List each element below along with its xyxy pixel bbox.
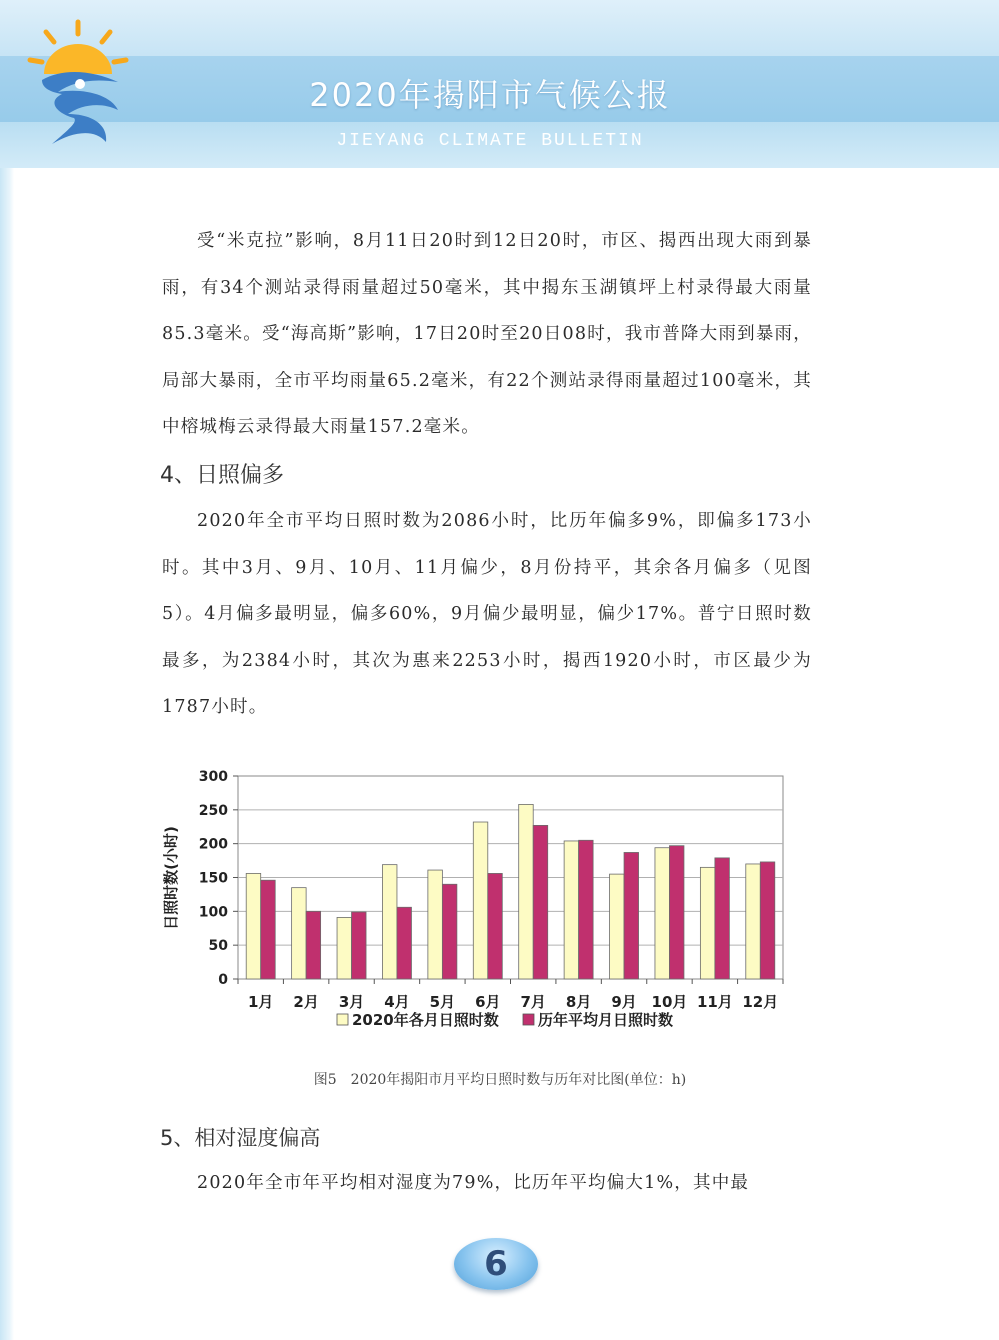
x-tick-label: 6月	[475, 993, 501, 1011]
x-tick-label: 8月	[565, 993, 592, 1011]
x-tick-label: 2月	[293, 993, 319, 1011]
legend-label: 历年平均月日照时数	[538, 1011, 674, 1029]
x-tick-label: 9月	[611, 993, 637, 1011]
y-tick-label: 250	[198, 802, 228, 819]
y-tick-label: 150	[198, 870, 228, 887]
bar-series-2020	[564, 841, 579, 979]
paragraph-humidity: 2020年全市年平均相对湿度为79%，比历年平均偏大1%，其中最	[197, 1173, 750, 1193]
x-tick-label: 1月	[247, 993, 274, 1011]
y-tick-label: 300	[198, 769, 228, 785]
legend-label: 2020年各月日照时数	[352, 1011, 499, 1029]
bar-series-average	[579, 840, 594, 979]
x-tick-label: 7月	[520, 993, 546, 1011]
bar-series-average	[352, 912, 367, 979]
bar-series-2020	[337, 917, 352, 979]
bar-series-average	[488, 873, 503, 979]
x-tick-label: 11月	[696, 993, 733, 1011]
sunshine-bar-chart	[150, 758, 800, 1058]
bar-series-2020	[655, 848, 670, 979]
bar-series-2020	[382, 865, 397, 979]
sun-swirl-logo-icon	[22, 18, 134, 153]
paragraph-typhoon-rain: 受“米克拉”影响，8月11日20时到12日20时，市区、揭西出现大雨到暴雨，有34个测站录得雨量超过50毫米，其中揭东玉湖镇坪上村录得最大雨量85.3毫米。受“海高斯”影响，17日20时至20日08时，我市普降大雨到暴雨，局部大暴雨，全市平均雨量65.2毫米，有22个测站录得雨量超过100毫米，其中榕城梅云录得最大雨量157.2毫米。	[162, 231, 812, 437]
bar-series-2020	[292, 888, 307, 979]
bar-series-2020	[519, 804, 534, 979]
x-tick-label: 12月	[742, 993, 779, 1011]
section-heading-sunshine: 4、日照偏多	[160, 463, 284, 488]
legend-swatch	[523, 1014, 534, 1025]
y-tick-label: 200	[198, 836, 228, 853]
bar-series-average	[442, 884, 457, 979]
bar-series-2020	[246, 873, 261, 979]
bar-series-average	[397, 907, 412, 979]
chart-legend	[337, 1011, 673, 1029]
figure-caption: 图5 2020年揭阳市月平均日照时数与历年对比图(单位：h)	[313, 1072, 687, 1088]
bar-series-average	[624, 852, 639, 979]
bar-series-average	[760, 862, 775, 979]
bar-series-2020	[610, 874, 625, 979]
bar-series-2020	[473, 822, 488, 979]
y-tick-label: 0	[218, 972, 228, 988]
page-header	[0, 0, 999, 168]
x-tick-label: 4月	[384, 993, 410, 1011]
bar-series-average	[669, 846, 684, 979]
bar-series-2020	[700, 867, 715, 979]
page-number-badge: 6	[454, 1238, 538, 1290]
bar-series-average	[261, 880, 276, 979]
bar-series-average	[533, 825, 548, 979]
section-heading-humidity: 5、相对湿度偏高	[160, 1126, 321, 1150]
bar-series-2020	[746, 864, 761, 979]
bulletin-subtitle: JIEYANG CLIMATE BULLETIN	[336, 131, 644, 151]
bar-series-average	[715, 858, 730, 979]
bar-series-average	[306, 911, 321, 979]
x-tick-label: 5月	[429, 993, 456, 1011]
header-band-top	[0, 0, 999, 56]
x-tick-label: 3月	[338, 993, 365, 1011]
bar-series-2020	[428, 870, 443, 979]
y-tick-label: 100	[198, 904, 228, 921]
bulletin-title: 2020年揭阳市气候公报	[309, 76, 671, 114]
left-margin-strip	[0, 0, 14, 1340]
legend-swatch	[337, 1014, 348, 1025]
y-tick-label: 50	[208, 938, 228, 955]
paragraph-sunshine: 2020年全市平均日照时数为2086小时，比历年偏多9%，即偏多173小时。其中3月、9月、10月、11月偏少，8月份持平，其余各月偏多（见图5）。4月偏多最明显，偏多60%，9月偏少最明显，偏少17%。普宁日照时数最多，为2384小时，其次为惠来2253小时，揭西1920小时，市区最少为1787小时。	[162, 511, 812, 717]
x-tick-label: 10月	[651, 993, 688, 1011]
y-axis-label: 日照时数(小时)	[162, 826, 180, 930]
